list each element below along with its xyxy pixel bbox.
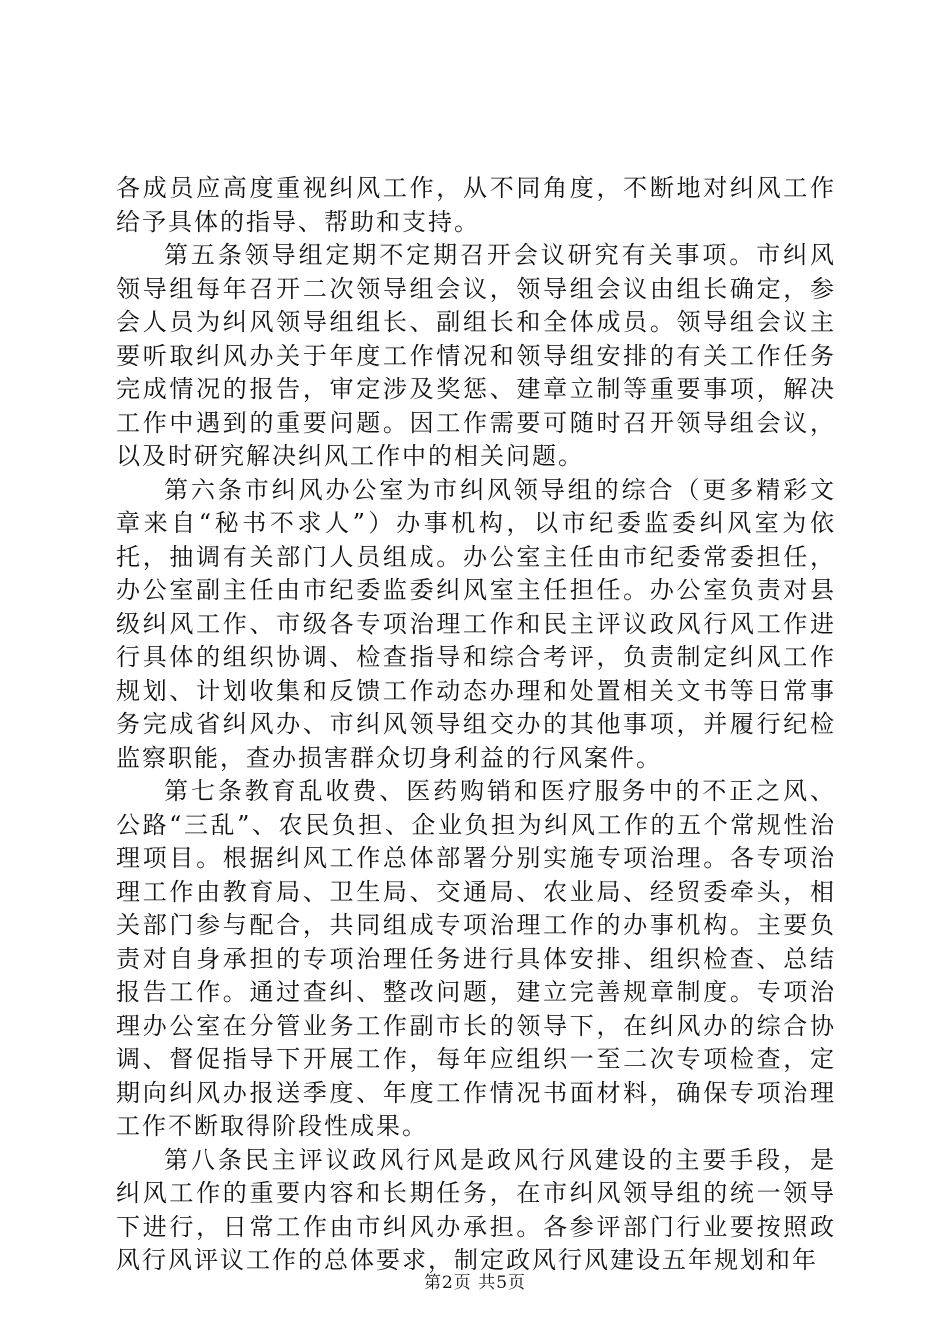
paragraph-continuation: 各成员应高度重视纠风工作，从不同角度，不断地对纠风工作给予具体的指导、帮助和支持。 <box>116 174 836 236</box>
paragraph-article-7: 第七条教育乱收费、医药购销和医疗服务中的不正之风、公路“三乱”、农民负担、企业负担为纠风工作的五个常规性治理项目。根据纠风工作总体部署分别实施专项治理。各专项治理工作由教育局、卫生局、交通局、农业局、经贸委牵头，相关部门参与配合，共同组成专项治理工作的办事机构。主要负责对自身承担的专项治理任务进行具体安排、组织检查、总结报告工作。通过查纠、整改问题，建立完善规章制度。专项治理办公室在分管业务工作副市长的领导下，在纠风办的综合协调、督促指导下开展工作，每年应组织一至二次专项检查，定期向纠风办报送季度、年度工作情况书面材料，确保专项治理工作不断取得阶段性成果。 <box>116 777 836 1140</box>
document-body <box>116 172 836 1278</box>
paragraph-article-5: 第五条领导组定期不定期召开会议研究有关事项。市纠风领导组每年召开二次领导组会议，领导组会议由组长确定，参会人员为纠风领导组组长、副组长和全体成员。领导组会议主要听取纠风办关于年度工作情况和领导组安排的有关工作任务完成情况的报告，审定涉及奖惩、建章立制等重要事项，解决工作中遇到的重要问题。因工作需要可随时召开领导组会议，以及时研究解决纠风工作中的相关问题。 <box>116 241 836 470</box>
page-number-footer: 第2页 共5页 <box>423 1273 527 1293</box>
paragraph-article-8: 第八条民主评议政风行风是政风行风建设的主要手段，是纠风工作的重要内容和长期任务，在市纠风领导组的统一领导下进行，日常工作由市纠风办承担。各参评部门行业要按照政风行风评议工作的总体要求，制定政风行风建设五年规划和年 <box>116 1145 836 1274</box>
paragraph-article-6: 第六条市纠风办公室为市纠风领导组的综合（更多精彩文章来自“秘书不求人”）办事机构，以市纪委监委纠风室为依托，抽调有关部门人员组成。办公室主任由市纪委常委担任，办公室副主任由市纪委监委纠风室主任担任。办公室负责对县级纠风工作、市级各专项治理工作和民主评议政风行风工作进行具体的组织协调、检查指导和综合考评，负责制定纠风工作规划、计划收集和反馈工作动态办理和处置相关文书等日常事务完成省纠风办、市纠风领导组交办的其他事项，并履行纪检监察职能，查办损害群众切身利益的行风案件。 <box>116 475 836 772</box>
